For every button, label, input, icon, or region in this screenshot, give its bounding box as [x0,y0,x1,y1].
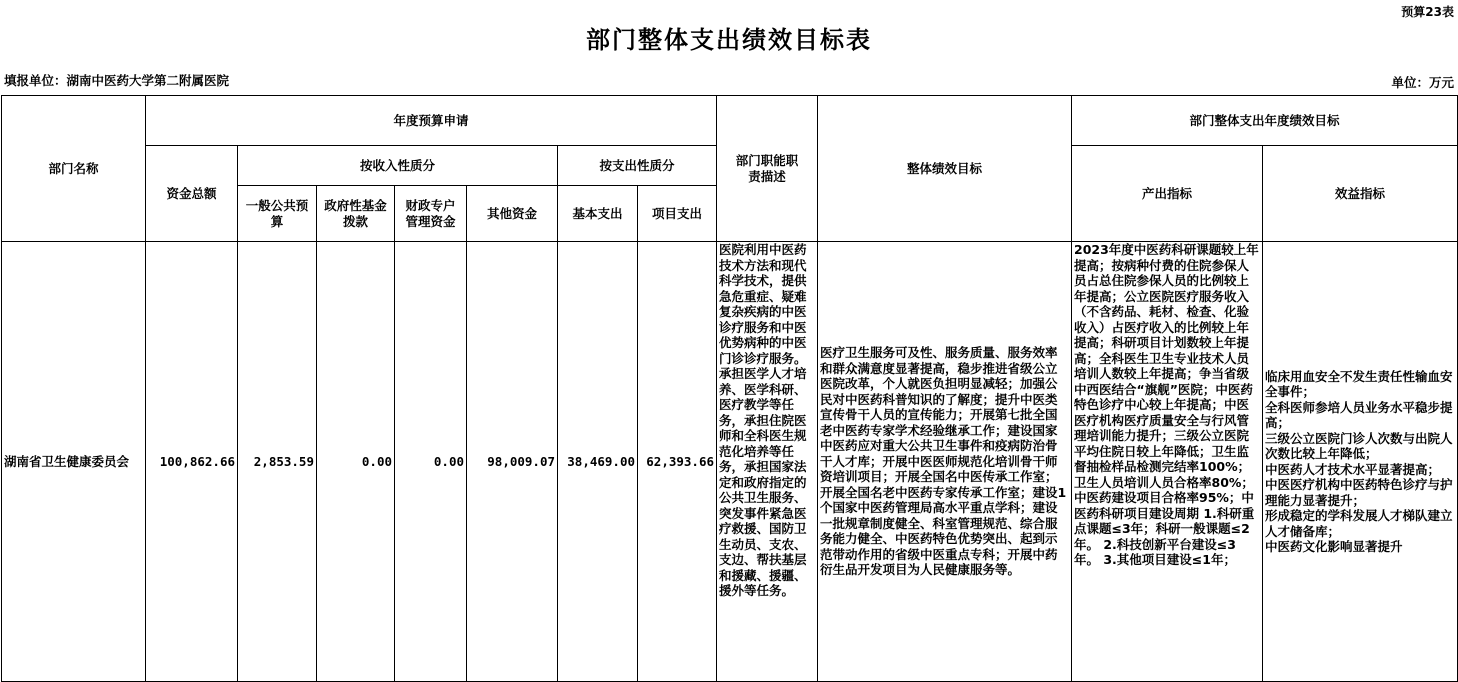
cell-general-public-budget: 2,853.59 [238,242,317,682]
currency-unit: 单位：万元 [1391,75,1454,90]
header-other-funds: 其他资金 [467,186,558,242]
header-perf-target: 部门整体支出年度绩效目标 [1072,96,1458,146]
output-indicator-text: 2023年度中医药科研课题较上年提高；按病种付费的住院参保人员占总住院参保人员的比例较上年提高；公立医院医疗服务收入（不含药品、耗材、检查、化验收入）占医疗收入的比例较上年提高；科研项目计划数较上年提高；全科医生卫生专业技术人员培训人数较上年提高；争当省级中西医结合“旗舰”医院；中医药特色诊疗中心较上年提高；中医医疗机构医疗质量安全与行风管理培训能力提升；三级公立医院平均住院日较上年降低；卫生监督抽检样品检测完结率100%；卫生人员培训人员合格率80%；中医药建设项目合格率95%；中医药科研项目建设周期 1.科研重点课题≤3年；科研一般课题≤2年。 2.科技创新平台建设≤3年。 3.其他项目建设≤1年； [1074,242,1259,567]
header-duties [717,96,818,242]
cell-duties [717,242,818,682]
header-output-indicator: 产出指标 [1072,146,1263,242]
performance-table [1,95,1458,682]
header-total-funds: 资金总额 [146,146,238,242]
header-overall-goal: 整体绩效目标 [818,96,1072,242]
header-fiscal-special-text: 财政专户管理资金 [405,197,456,229]
header-project-expense: 项目支出 [638,186,717,242]
cell-basic-expense: 38,469.00 [558,242,638,682]
header-duties-text: 部门职能职责描述 [735,152,799,184]
header-gov-fund-text: 政府性基金拨款 [324,197,387,229]
cell-project-expense: 62,393.66 [638,242,717,682]
header-benefit-indicator: 效益指标 [1263,146,1458,242]
cell-other-funds: 98,009.07 [467,242,558,682]
header-basic-expense: 基本支出 [558,186,638,242]
header-annual-budget: 年度预算申请 [146,96,717,146]
cell-overall-goal [818,242,1072,682]
header-by-expense: 按支出性质分 [558,146,717,186]
form-code: 预算23表 [1401,5,1454,19]
header-general-public-budget-text: 一般公共预算 [245,197,309,229]
benefit-indicator-text: 临床用血安全不发生责任性输血安全事件； 全科医师参培人员业务水平稳步提高； 三级公立医院门诊人次数与出院人次数比较上年降低； 中医药人才技术水平显著提高； 中医医疗机构中医药特色诊疗与护理能力显著提升； 形成稳定的学科发展人才梯队建立人才储备库； 中医药文化影响显著提升 [1265,368,1453,554]
cell-fiscal-special: 0.00 [395,242,467,682]
overall-goal-text: 医疗卫生服务可及性、服务质量、服务效率和群众满意度显著提高，稳步推进省级公立医院改革，个人就医负担明显减轻；加强公民对中医药科普知识的了解度；提升中医类宣传骨干人员的宣传能力；开展第七批全国老中医药专家学术经验继承工作；建设国家中医药应对重大公共卫生事件和疫病防治骨干人才库；开展中医医师规范化培训骨干师资培训项目；开展全国名中医传承工作室；开展全国名老中医药专家传承工作室；建设1个国家中医药管理局高水平重点学科；建设一批规章制度健全、科室管理规范、综合服务能力健全、中医药特色优势突出、起到示范带动作用的省级中医重点专科；开展中药衍生品开发项目为人民健康服务等。 [820,345,1067,578]
page-title: 部门整体支出绩效目标表 [586,25,872,54]
cell-total-funds: 100,862.66 [146,242,238,682]
header-gov-fund [317,186,395,242]
header-general-public-budget [238,186,317,242]
reporting-unit: 填报单位：湖南中医药大学第二附属医院 [4,73,230,88]
header-by-revenue: 按收入性质分 [238,146,558,186]
header-dept-name: 部门名称 [2,96,146,242]
cell-output-indicator [1072,242,1263,682]
cell-benefit-indicator [1263,242,1458,682]
cell-gov-fund: 0.00 [317,242,395,682]
header-fiscal-special [395,186,467,242]
duties-text: 医院利用中医药技术方法和现代科学技术，提供急危重症、疑难复杂疾病的中医诊疗服务和中医优势病种的中医门诊诊疗服务。承担医学人才培养、医学科研、医疗教学等任务，承担住院医师和全科医生规范化培养等任务，承担国家法定和政府指定的公共卫生服务、突发事件紧急医疗救援、国防卫生动员、支农、支边、帮扶基层和援藏、援疆、援外等任务。 [719,242,807,598]
cell-dept-name: 湖南省卫生健康委员会 [2,242,146,682]
